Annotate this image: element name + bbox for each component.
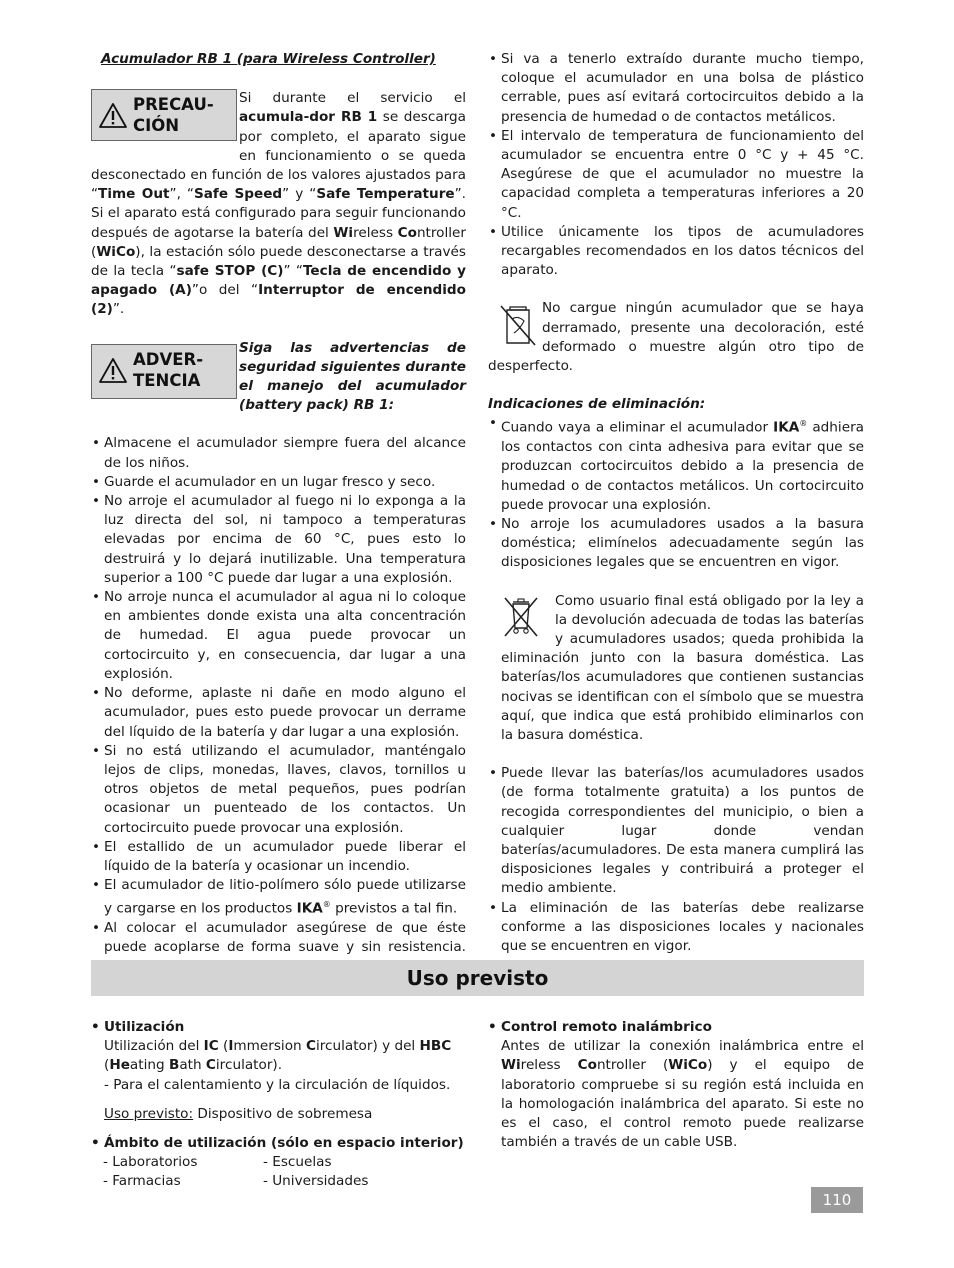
left-column bbox=[91, 50, 466, 977]
ambito-row: - Farmacias - Universidades bbox=[103, 1173, 369, 1190]
usage-right bbox=[488, 1018, 864, 1152]
warning-triangle-icon bbox=[98, 357, 128, 384]
list-item: • Si no está utilizando el acumulador, manténgalo lejos de clips, monedas, llaves, clavos, tornillos u otros objetos de metal pequeños, pues podrían ocasionar un puenteado de los contactos. Un cortocircuito puede provocar una explosión. bbox=[91, 742, 466, 838]
list-item: • La eliminación de las baterías debe realizarse conforme a las disposiciones locales y nacionales que se encuentren en vigor. bbox=[488, 899, 864, 957]
utilizacion-text: Utilización del IC (Immersion Circulator) y del HBC (Heating Bath Circulator). bbox=[104, 1038, 452, 1074]
storage-list bbox=[488, 50, 864, 280]
warning-block bbox=[91, 339, 466, 416]
crossed-battery-icon bbox=[498, 303, 538, 347]
caution-text: Si durante el servicio el acumula-dor RB 1 se descarga por completo, el aparato sigue en funcionamiento o se queda desconectado en función de los valores ajustados para “Time Out”, “Safe Speed” y “Safe Temperature”. Si el aparato está configurado para seguir funcionando después de agotarse la batería del Wireless Controller (WiCo), la estación sólo puede desconectarse a través de la tecla “safe STOP (C)” “Tecla de encendido y apagado (A)”o del “Interruptor de encendido (2)”. bbox=[91, 90, 467, 318]
safety-list bbox=[91, 434, 466, 976]
list-item: • Al colocar el acumulador asegúrese de que éste puede acoplarse de forma suave y sin resistencia. bbox=[91, 919, 466, 977]
warning-text: Siga las advertencias de seguridad siguientes durante el manejo del acumulador (battery pack) RB 1: bbox=[239, 339, 466, 414]
page-number: 110 bbox=[811, 1187, 863, 1213]
list-item: • No deforme, aplaste ni dañe en modo alguno el acumulador, pues esto puede provocar un derrame del líquido de la batería y dar lugar a una explosión. bbox=[91, 684, 466, 742]
list-item: • No arroje el acumulador al fuego ni lo exponga a la luz directa del sol, ni tampoco a temperaturas elevadas por encima de 60 °C, pues esto lo destruirá y lo dejará inutilizable. Una temperatura superior a 100 °C puede dar lugar a una explosión. bbox=[91, 492, 466, 588]
list-item: • No arroje nunca el acumulador al agua ni lo coloque en ambientes donde exista una alta concentración de humedad. El agua puede provocar un cortocircuito y, en consecuencia, dar lugar a una explosión. bbox=[91, 588, 466, 684]
control-text: Antes de utilizar la conexión inalámbrica entre el Wireless Controller (WiCo) y el equipo de laboratorio compruebe si su región está incluida en la homologación inalámbrica del aparato. Si este no es el caso, el control remoto puede realizarse también a través de un cable USB. bbox=[501, 1038, 864, 1151]
crossed-bin-icon bbox=[501, 594, 541, 638]
uso-previsto-line: Uso previsto: Dispositivo de sobremesa bbox=[104, 1105, 373, 1122]
usage-left bbox=[91, 1018, 466, 1192]
caution-block bbox=[91, 89, 466, 319]
list-item: • El intervalo de temperatura de funcionamiento del acumulador se encuentra entre 0 °C y + 45 °C. Asegúrese de que el acumulador no muestre la capacidad completa a temperaturas inferiores a 20 °C. bbox=[488, 127, 864, 223]
list-item: • Puede llevar las baterías/los acumuladores usados (de forma totalmente gratuita) a los puntos de recogida correspondientes del municipio, o bien a cualquier lugar donde vendan baterías/acumuladores. De esta manera cumplirá las disposiciones legales y contribuirá a proteger el medio ambiente. bbox=[488, 764, 864, 898]
return-list bbox=[488, 764, 864, 956]
list-item: • El estallido de un acumulador puede liberar el líquido de la batería y ocasionar un incendio. bbox=[91, 838, 466, 876]
utilizacion-heading: • Utilización bbox=[91, 1019, 185, 1035]
list-item: • No arroje los acumuladores usados a la basura doméstica; elimínelos adecuadamente según las disposiciones legales que se encuentren en vigor. bbox=[488, 515, 864, 573]
disposal-title: Indicaciones de eliminación: bbox=[488, 396, 706, 413]
right-column bbox=[488, 50, 864, 956]
no-charge-note: No cargue ningún acumulador que se haya derramado, presente una decoloración, esté deformado o muestre algún otro tipo de desperfecto. bbox=[488, 300, 864, 375]
ambito-row: - Laboratorios - Escuelas bbox=[103, 1154, 332, 1171]
control-heading: • Control remoto inalámbrico bbox=[488, 1019, 712, 1035]
list-item: • Guarde el acumulador en un lugar fresco y seco. bbox=[91, 473, 466, 492]
list-item: • Utilice únicamente los tipos de acumuladores recargables recomendados en los datos técnicos del aparato. bbox=[488, 223, 864, 281]
list-item: • Almacene el acumulador siempre fuera del alcance de los niños. bbox=[91, 434, 466, 472]
list-item: • Cuando vaya a eliminar el acumulador IKA® adhiera los contactos con cinta adhesiva para evitar que se produzcan cortocircuitos debido a la presencia de humedad o de contactos metálicos. Un cortocircuito puede provocar una explosión. bbox=[488, 414, 864, 515]
list-item: • Si va a tenerlo extraído durante mucho tiempo, coloque el acumulador en una bolsa de plástico cerrable, pues así evitará cortocircuitos debido a la presencia de humedad o de contactos metálicos. bbox=[488, 50, 864, 127]
disposal-list bbox=[488, 414, 864, 572]
caution-label: PRECAU- CIÓN bbox=[91, 89, 237, 141]
list-item: • El acumulador de litio-polímero sólo puede utilizarse y cargarse en los productos IKA® previstos a tal fin. bbox=[91, 876, 466, 919]
warning-triangle-icon bbox=[98, 102, 128, 129]
battery-title: Acumulador RB 1 (para Wireless Controller) bbox=[101, 51, 436, 67]
warning-label: ADVER- TENCIA bbox=[91, 344, 237, 399]
end-user-note: Como usuario final está obligado por la ley a la devolución adecuada de todas las baterías y acumuladores usados; queda prohibida la eliminación junto con la basura doméstica. Las baterías/los acumuladores que contienen sustancias nocivas se identifican con el símbolo que se muestra aquí, que indica que está prohibido eliminarlos con la basura doméstica. bbox=[501, 592, 864, 744]
ambito-heading: • Ámbito de utilización (sólo en espacio interior) bbox=[91, 1135, 464, 1152]
section-banner bbox=[91, 960, 864, 996]
section-title: Uso previsto bbox=[406, 966, 549, 990]
utilizacion-sub: - Para el calentamiento y la circulación de líquidos. bbox=[104, 1076, 451, 1093]
